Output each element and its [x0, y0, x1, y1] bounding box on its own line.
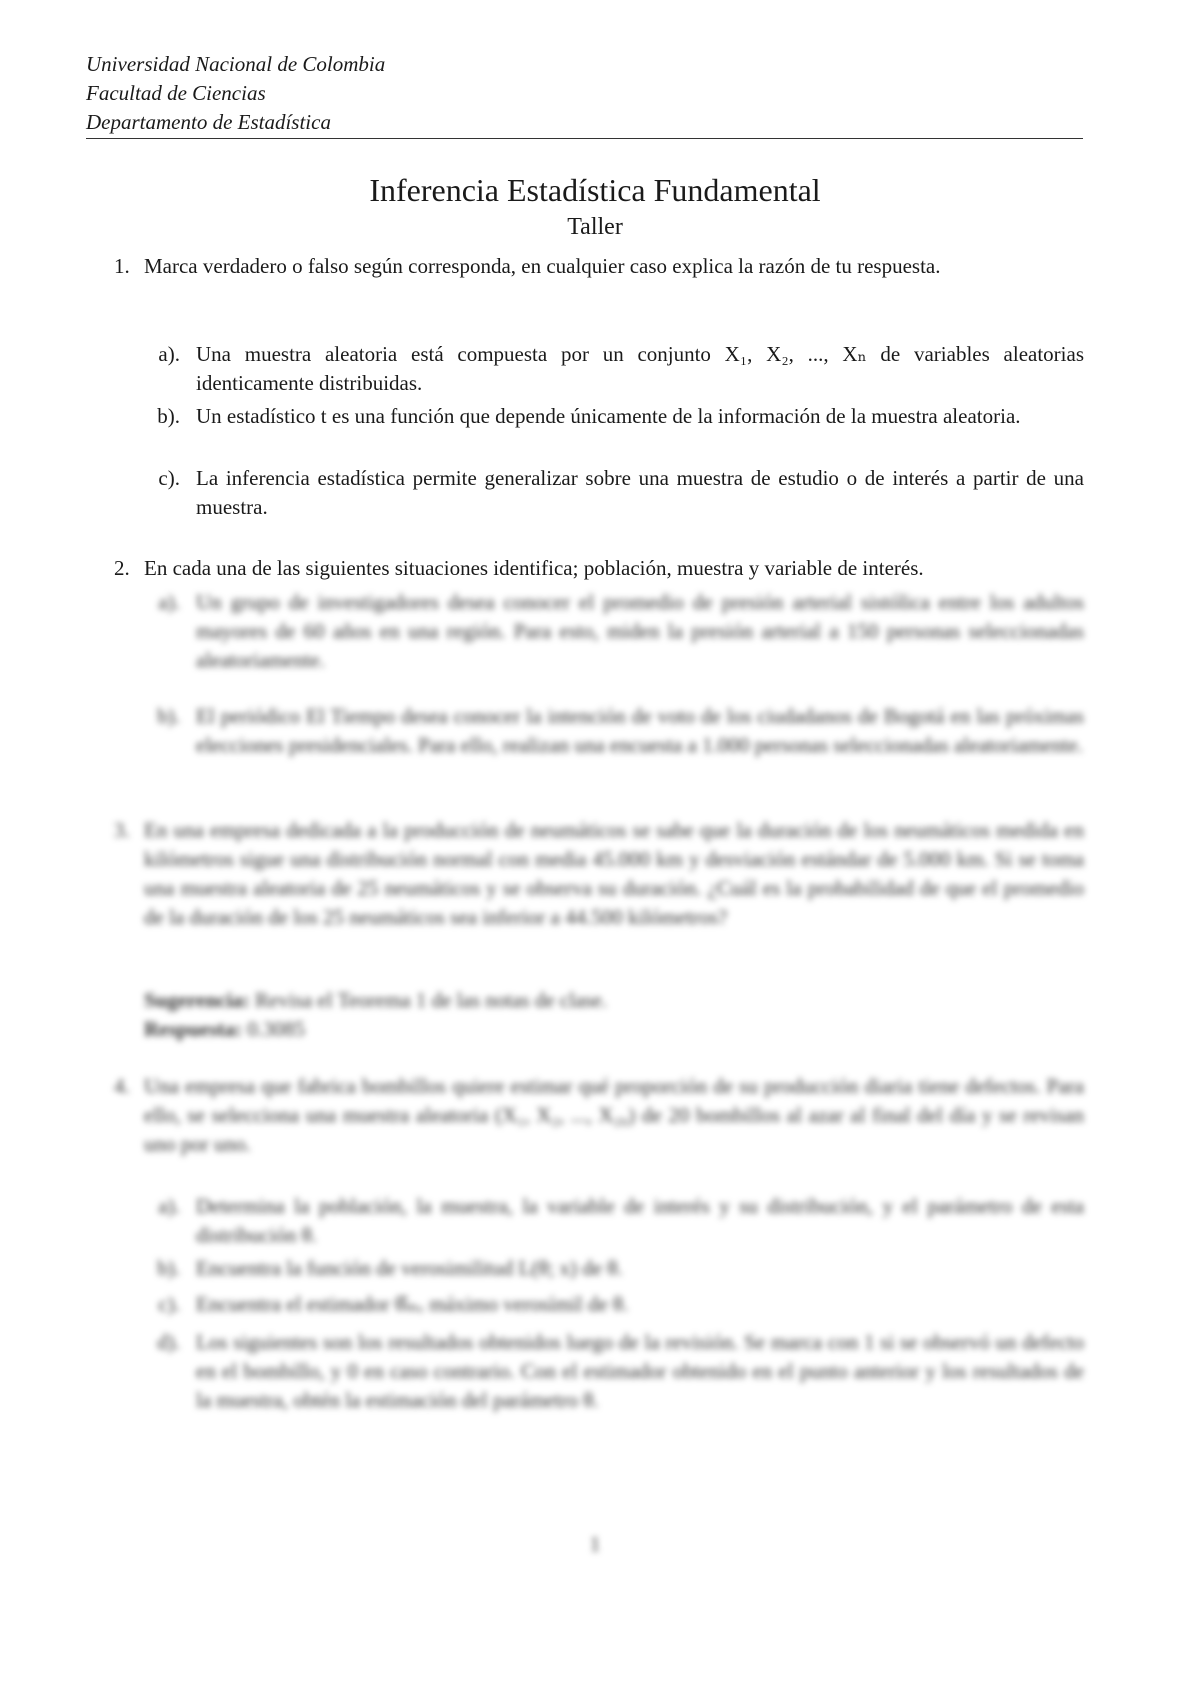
question-3-hint	[144, 986, 1084, 1044]
answer-label: Respuesta:	[144, 1017, 242, 1041]
item-label: b).	[157, 1256, 180, 1280]
item-label: b).	[157, 704, 180, 728]
header-rule	[86, 138, 1083, 139]
item-text: Encuentra el estimador θ̂ₘᵥ máximo verosímil de θ.	[196, 1292, 629, 1316]
hint-text: Revisa el Teorema 1 de las notas de clase.	[255, 988, 608, 1012]
item-text: Un grupo de investigadores desea conocer el promedio de presión arterial sistólica entre los adultos mayores de 60 años en una región. Para esto, miden la presión arterial a 150 personas seleccionadas aleatoriamente.	[196, 590, 1084, 672]
item-label: a).	[158, 342, 180, 366]
question-text: Marca verdadero o falso según corresponda, en cualquier caso explica la razón de tu respuesta.	[144, 254, 941, 278]
hint-label: Sugerencia:	[144, 988, 250, 1012]
institution-header	[86, 50, 385, 137]
item-label: d).	[157, 1330, 180, 1354]
item-text: La inferencia estadística permite generalizar sobre una muestra de estudio o de interés a partir de una muestra.	[196, 466, 1084, 519]
item-text: Un estadístico t es una función que depende únicamente de la información de la muestra aleatoria.	[196, 404, 1021, 428]
item-text: Una muestra aleatoria está compuesta por un conjunto X₁, X₂, ..., Xₙ de variables aleatorias identicamente distribuidas.	[196, 342, 1084, 395]
item-label: b).	[157, 404, 180, 428]
question-text: En cada una de las siguientes situaciones identifica; población, muestra y variable de interés.	[144, 556, 924, 580]
question-number: 2.	[114, 556, 130, 580]
page-number: 1	[589, 1532, 601, 1556]
item-label: a).	[158, 1194, 180, 1218]
university-name: Universidad Nacional de Colombia	[86, 52, 386, 76]
answer-text: 0.3085	[247, 1017, 305, 1041]
item-label: c).	[158, 466, 180, 490]
item-text: Los siguientes son los resultados obtenidos luego de la revisión. Se marca con 1 si se observó un defecto en el bombillo, y 0 en caso contrario. Con el estimador obtenido en el punto anterior y los resultados de la muestra, obtén la estimación del parámetro θ.	[196, 1330, 1084, 1412]
document-subtitle: Taller	[567, 214, 623, 240]
question-text: En una empresa dedicada a la producción de neumáticos se sabe que la duración de los neumáticos medida en kilómetros sigue una distribución normal con media 45.000 km y desviación estándar de 5.000 km. Si se toma una muestra aleatoria de 25 neumáticos y se observa su duración. ¿Cuál es la probabilidad de que el promedio de la duración de los 25 neumáticos sea inferior a 44.500 kilómetros?	[144, 818, 1084, 929]
item-label: c).	[158, 1292, 180, 1316]
department-name: Departamento de Estadística	[86, 110, 331, 134]
document-title: Inferencia Estadística Fundamental	[369, 172, 821, 208]
item-label: a).	[158, 590, 180, 614]
question-number: 3.	[114, 818, 130, 842]
faculty-name: Facultad de Ciencias	[86, 81, 266, 105]
question-text: Una empresa que fabrica bombillos quiere estimar qué proporción de su producción diaria tiene defectos. Para ello, se selecciona una muestra aleatoria (X₁, X₂, ..., X₂₀) de 20 bombillos al azar al final del día y se revisan uno por uno.	[144, 1074, 1084, 1156]
question-number: 4.	[114, 1074, 130, 1098]
question-number: 1.	[114, 254, 130, 278]
item-text: Determina la población, la muestra, la variable de interés y su distribución, y el parámetro de esta distribución θ.	[196, 1194, 1084, 1247]
item-text: Encuentra la función de verosimilitud L(θ; x) de θ.	[196, 1256, 623, 1280]
item-text: El periódico El Tiempo desea conocer la intención de voto de los ciudadanos de Bogotá en las próximas elecciones presidenciales. Para ello, realizan una encuesta a 1.000 personas seleccionadas aleatoriamente.	[196, 704, 1084, 757]
